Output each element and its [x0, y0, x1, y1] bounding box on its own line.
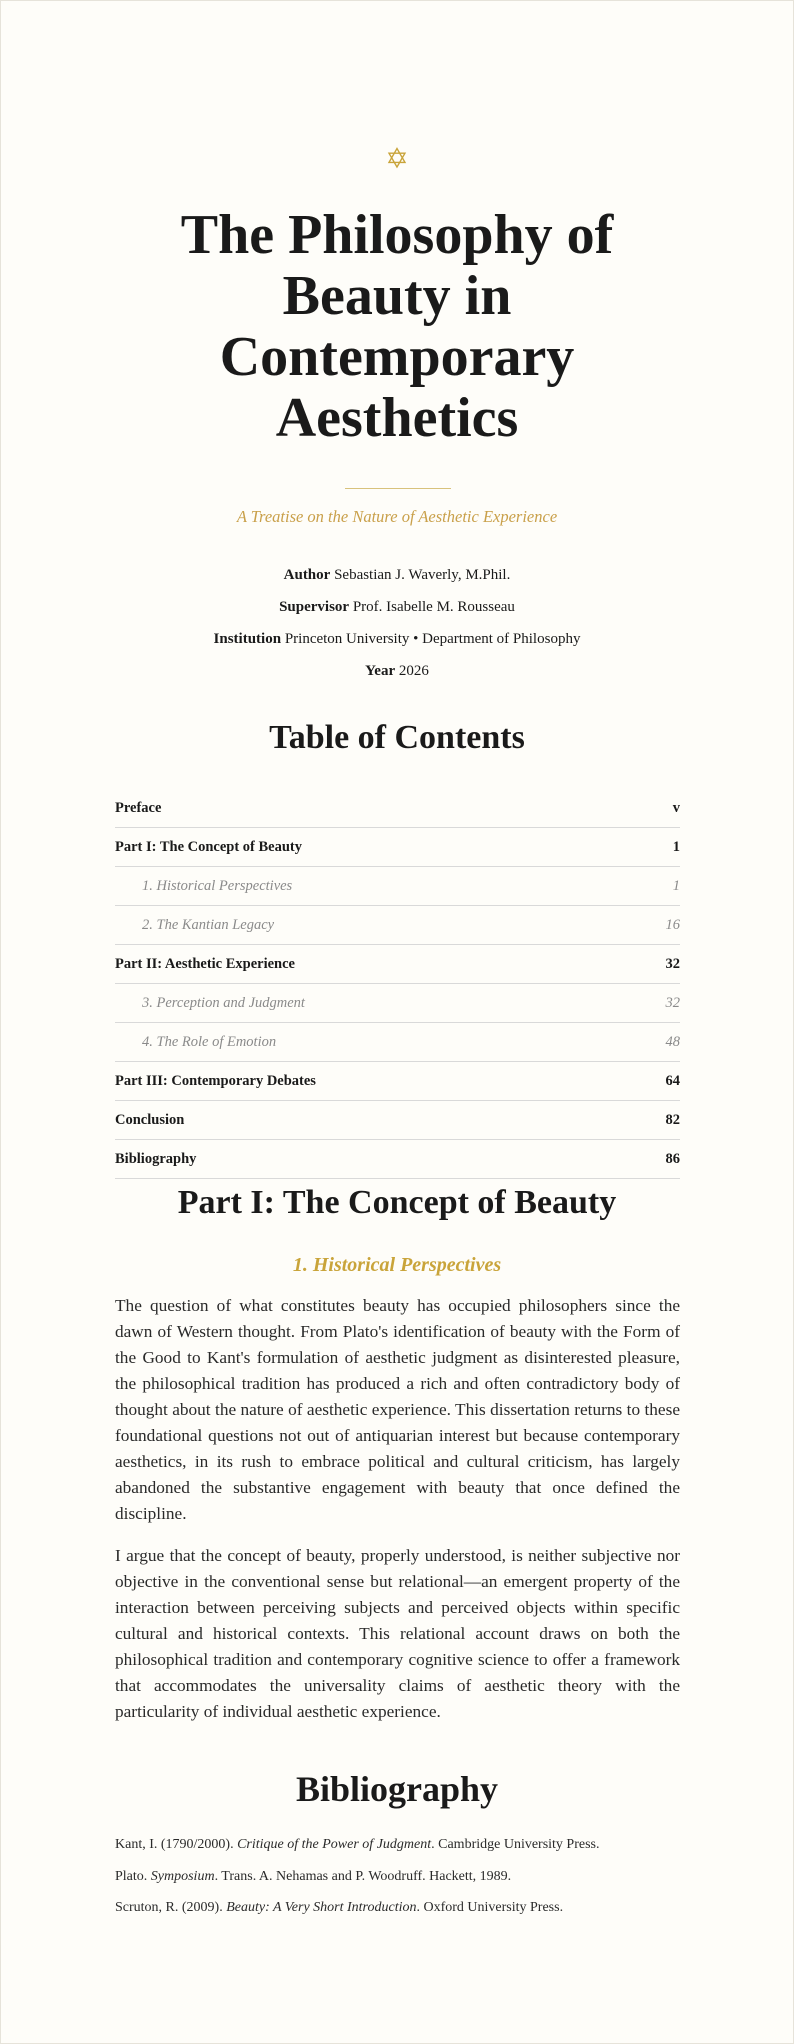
toc-item-page: 1	[672, 839, 680, 855]
meta-institution-value: Princeton University • Department of Philosophy	[284, 631, 581, 647]
toc-item[interactable]	[115, 1062, 680, 1101]
bib-entry-prefix: Kant, I. (1790/2000).	[115, 1837, 238, 1852]
meta-author-label: Author	[283, 567, 331, 583]
body-paragraph: I argue that the concept of beauty, properly understood, is neither subjective nor objective in the conventional sense but relational—an emergent property of the interaction between perceiving subjects and perceived objects within specific cultural and historical contexts. This relational account draws on both the philosophical tradition and contemporary cognitive science to offer a framework that accommodates the universality claims of aesthetic theory with the particularity of individual aesthetic experience.	[115, 1546, 680, 1721]
table-of-contents	[115, 789, 680, 1179]
meta-institution-label: Institution	[213, 631, 282, 647]
document-subtitle: A Treatise on the Nature of Aesthetic Experience	[236, 507, 558, 526]
bib-entry-title: Beauty: A Very Short Introduction	[226, 1900, 417, 1915]
toc-item-page: 32	[665, 995, 680, 1011]
toc-item-label: 4. The Role of Emotion	[142, 1034, 277, 1050]
bib-entry-suffix: . Trans. A. Nehamas and P. Woodruff. Hackett, 1989.	[214, 1869, 512, 1884]
star-of-david-icon: ✡	[385, 144, 409, 175]
bibliography-heading: Bibliography	[295, 1769, 499, 1809]
toc-item-label: 1. Historical Perspectives	[142, 878, 293, 894]
toc-subitem[interactable]	[115, 906, 680, 945]
meta-supervisor-value: Prof. Isabelle M. Rousseau	[352, 599, 515, 615]
toc-item-label: 2. The Kantian Legacy	[142, 917, 275, 933]
toc-subitem[interactable]	[115, 867, 680, 906]
meta-institution	[1, 631, 793, 648]
bib-entry-suffix: . Oxford University Press.	[416, 1900, 564, 1915]
toc-item-page: 32	[665, 956, 680, 972]
toc-subitem[interactable]	[115, 1023, 680, 1062]
body-paragraph: The question of what constitutes beauty has occupied philosophers since the dawn of Western thought. From Plato's identification of beauty with the Form of the Good to Kant's formulation of aesthetic judgment as disinterested pleasure, the philosophical tradition has produced a rich and often contradictory body of thought about the nature of aesthetic experience. This dissertation returns to these foundational questions not out of antiquarian interest but because contemporary aesthetics, in its rush to embrace political and cultural criticism, has largely abandoned the substantive engagement with beauty that once defined the discipline.	[115, 1296, 680, 1523]
toc-item-label: Conclusion	[115, 1112, 185, 1128]
meta-author-value: Sebastian J. Waverly, M.Phil.	[334, 567, 511, 583]
toc-item-page: 82	[665, 1112, 680, 1128]
toc-item-page: 48	[665, 1034, 680, 1050]
document-title: The Philosophy of Beauty in Contemporary Aesthetics	[180, 204, 614, 449]
part-one-title: Part I: The Concept of Beauty	[177, 1184, 617, 1221]
toc-item-label: 3. Perception and Judgment	[142, 995, 305, 1011]
bib-entry-title: Symposium	[150, 1869, 215, 1884]
toc-item-page: v	[672, 800, 680, 816]
toc-item[interactable]	[115, 789, 680, 828]
bibliography-entry	[115, 1837, 695, 1853]
toc-item-page: 86	[665, 1151, 680, 1167]
bib-entry-suffix: . Cambridge University Press.	[431, 1837, 600, 1852]
toc-item-label: Part III: Contemporary Debates	[115, 1073, 316, 1089]
bibliography-entry	[115, 1900, 695, 1916]
toc-item-page: 16	[665, 917, 680, 933]
bib-entry-title: Critique of the Power of Judgment	[237, 1837, 432, 1852]
toc-item-label: Part I: The Concept of Beauty	[115, 839, 303, 855]
toc-item[interactable]	[115, 945, 680, 984]
meta-year	[1, 663, 793, 680]
title-divider	[345, 488, 451, 489]
toc-item-label: Preface	[115, 800, 162, 816]
toc-item-page: 64	[665, 1073, 680, 1089]
meta-author	[1, 567, 793, 584]
meta-supervisor	[1, 599, 793, 616]
bibliography-entry	[115, 1869, 695, 1885]
toc-item-page: 1	[672, 878, 680, 894]
toc-item-label: Bibliography	[115, 1151, 197, 1167]
meta-year-label: Year	[365, 663, 396, 679]
chapter-title: 1. Historical Perspectives	[292, 1254, 502, 1276]
meta-year-value: 2026	[398, 663, 429, 679]
toc-heading: Table of Contents	[269, 719, 525, 756]
toc-item[interactable]	[115, 1101, 680, 1140]
toc-subitem[interactable]	[115, 984, 680, 1023]
toc-item-label: Part II: Aesthetic Experience	[115, 956, 295, 972]
meta-supervisor-label: Supervisor	[279, 599, 350, 615]
toc-item[interactable]	[115, 1140, 680, 1179]
bib-entry-prefix: Plato.	[115, 1869, 151, 1884]
toc-item[interactable]	[115, 828, 680, 867]
bib-entry-prefix: Scruton, R. (2009).	[115, 1900, 227, 1915]
